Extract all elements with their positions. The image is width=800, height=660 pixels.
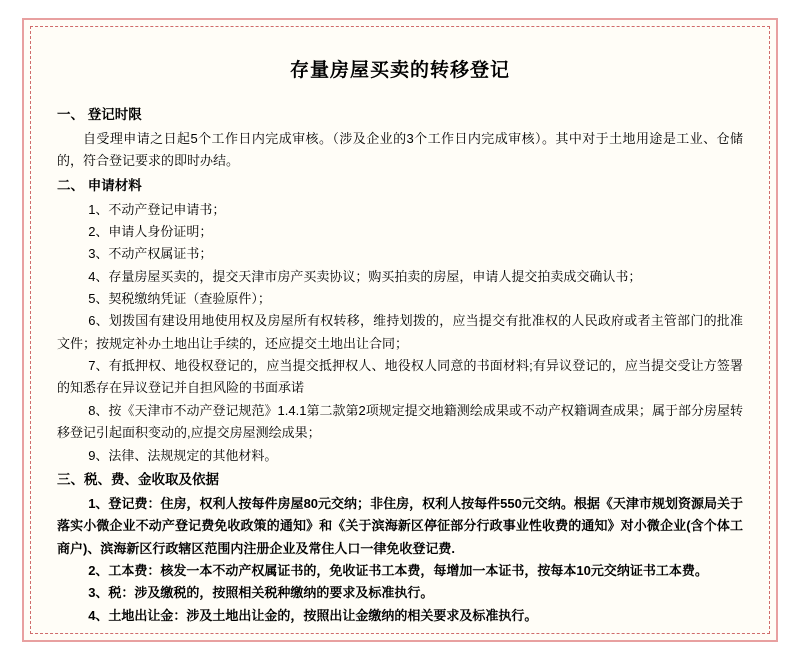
section-fees-and-basis [57,469,743,627]
section-application-materials [57,175,743,467]
page-title: 存量房屋买卖的转移登记 [289,60,510,81]
list-item: 1、不动产登记申请书； [88,201,226,217]
list-item: 2、申请人身份证明； [88,223,213,239]
list-item: 1、登记费：住房，权利人按每件房屋80元交纳；非住房，权利人按每件550元交纳。根据《天津市规划资源局关于落实小微企业不动产登记费免收政策的通知》和《关于滨海新区停征部分行政事业性收费的通知》对小微企业(含个体工商户)、滨海新区行政辖区范围内注册企业及常住人口一律免收登记费. [57,495,743,556]
list-item: 9、法律、法规规定的其他材料。 [88,447,278,463]
section-heading: 二、 申请材料 [57,177,142,193]
list-item: 8、按《天津市不动产登记规范》1.4.1第二款第2项规定提交地籍测绘成果或不动产权籍调查成果；属于部分房屋转移登记引起面积变动的,应提交房屋测绘成果； [57,402,743,441]
list-item: 5、契税缴纳凭证（查验原件）； [88,291,271,307]
list-item: 3、不动产权属证书； [88,246,213,262]
decorative-outer-border [22,18,778,642]
section-paragraph: 自受理申请之日起5个工作日内完成审核。（涉及企业的3个工作日内完成审核）。其中对于土地用途是工业、仓储的，符合登记要求的即时办结。 [57,130,743,169]
section-heading: 三、税、费、金收取及依据 [57,471,219,487]
list-item: 6、划拨国有建设用地使用权及房屋所有权转移，维持划拨的，应当提交有批准权的人民政府或者主管部门的批准文件；按规定补办土地出让手续的，还应提交土地出让合同； [57,313,743,351]
list-item: 3、税：涉及缴税的，按照相关税种缴纳的要求及标准执行。 [88,585,434,601]
list-item: 4、存量房屋买卖的，提交天津市房产买卖协议；购买拍卖的房屋，申请人提交拍卖成交确认书； [88,268,642,284]
section-registration-time [57,104,743,173]
section-heading: 一、 登记时限 [57,107,142,122]
list-item: 7、有抵押权、地役权登记的，应当提交抵押权人、地役权人同意的书面材料;有异议登记的，应当提交受让方签署的知悉存在异议登记并自担风险的书面承诺 [57,358,743,396]
list-item: 2、工本费：核发一本不动产权属证书的，免收证书工本费，每增加一本证书，按每本10元交纳证书工本费。 [88,562,708,578]
list-item: 4、土地出让金：涉及土地出让金的，按照出让金缴纳的相关要求及标准执行。 [88,607,538,623]
decorative-inner-border [30,26,770,634]
